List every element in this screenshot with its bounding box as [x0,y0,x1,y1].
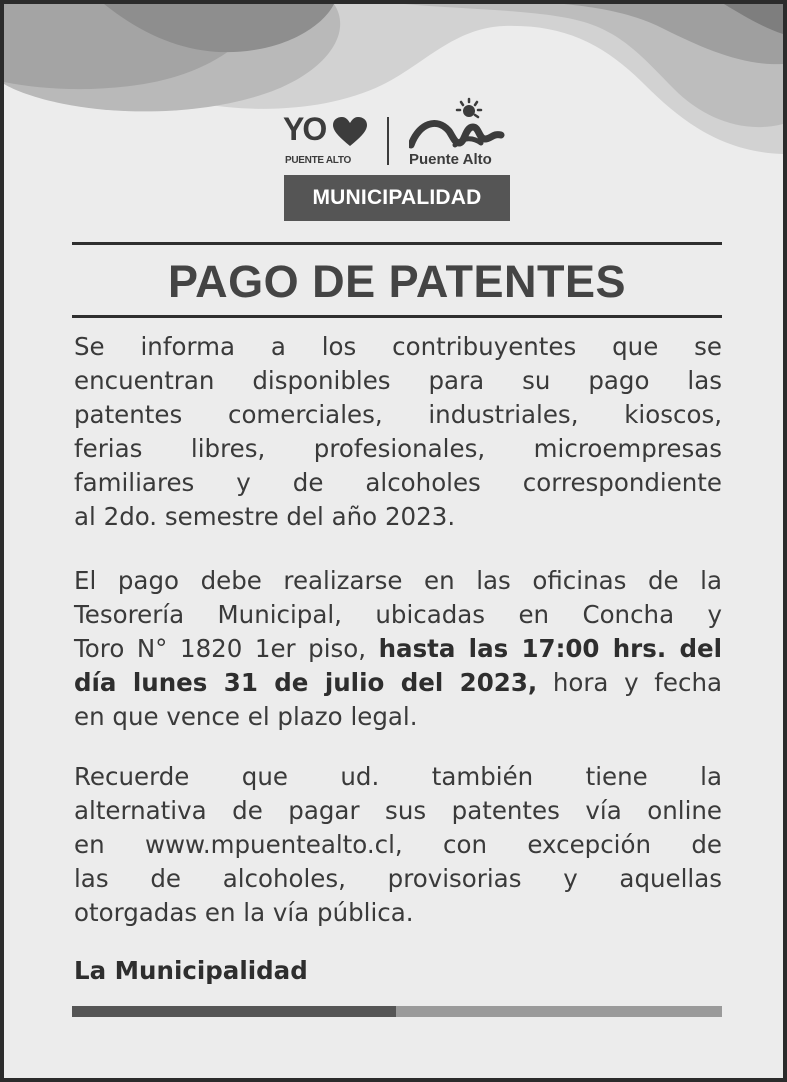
logo-divider [387,117,389,165]
paragraph-line [74,632,722,666]
paragraph-line: El pago debe realizarse en las oficinas de la [74,566,722,595]
paragraph-line: Tesorería Municipal, ubicadas en Concha y [74,600,722,629]
logo-puente-alto-small: PUENTE ALTO [285,155,351,166]
deadline-date-text: día lunes 31 de julio del 2023, [74,668,538,697]
paragraph-payment-location [74,564,722,734]
paragraph-line: en que vence el plazo legal. [74,702,418,731]
paragraph-line: encuentran disponibles para su pago las [74,366,722,395]
paragraph-line: al 2do. semestre del año 2023. [74,502,456,531]
paragraph-line: Recuerde que ud. también tiene la [74,762,722,791]
paragraph-text: hora y fecha [537,668,722,697]
title-rule-top [72,242,722,245]
address-text: Toro N° 1820 1er piso, [74,634,379,663]
paragraph-line: alternativa de pagar sus patentes vía online [74,796,722,825]
footer-bar-dark [72,1006,396,1017]
paragraph-line: familiares y de alcoholes correspondiente [74,468,722,497]
municipality-logo [283,97,513,227]
paragraph-availability [74,330,722,534]
paragraph-line: ferias libres, profesionales, microempresas [74,434,722,463]
page-title: PAGO DE PATENTES [167,256,627,307]
deadline-text: hasta las 17:00 hrs. del [378,634,722,663]
signature: La Municipalidad [74,956,308,985]
paragraph-line: Se informa a los contribuyentes que se [74,332,722,361]
municipalidad-badge: MUNICIPALIDAD [284,175,510,221]
heart-icon [333,117,367,147]
footer-bar-light [396,1006,722,1017]
paragraph-line [74,666,722,700]
logo-puente-alto-label: Puente Alto [409,151,492,168]
paragraph-line: otorgadas en la vía pública. [74,898,414,927]
paragraph-line: en www.mpuentealto.cl, con excepción de [74,830,722,859]
paragraph-line: patentes comerciales, industriales, kioscos, [74,400,722,429]
logo-yo-text: YO [283,111,326,147]
paragraph-online-payment [74,760,722,930]
sun-mountain-icon [409,97,509,151]
paragraph-line: las de alcoholes, provisorias y aquellas [74,864,722,893]
footer-bar [72,1006,722,1017]
title-rule-bottom [72,315,722,318]
